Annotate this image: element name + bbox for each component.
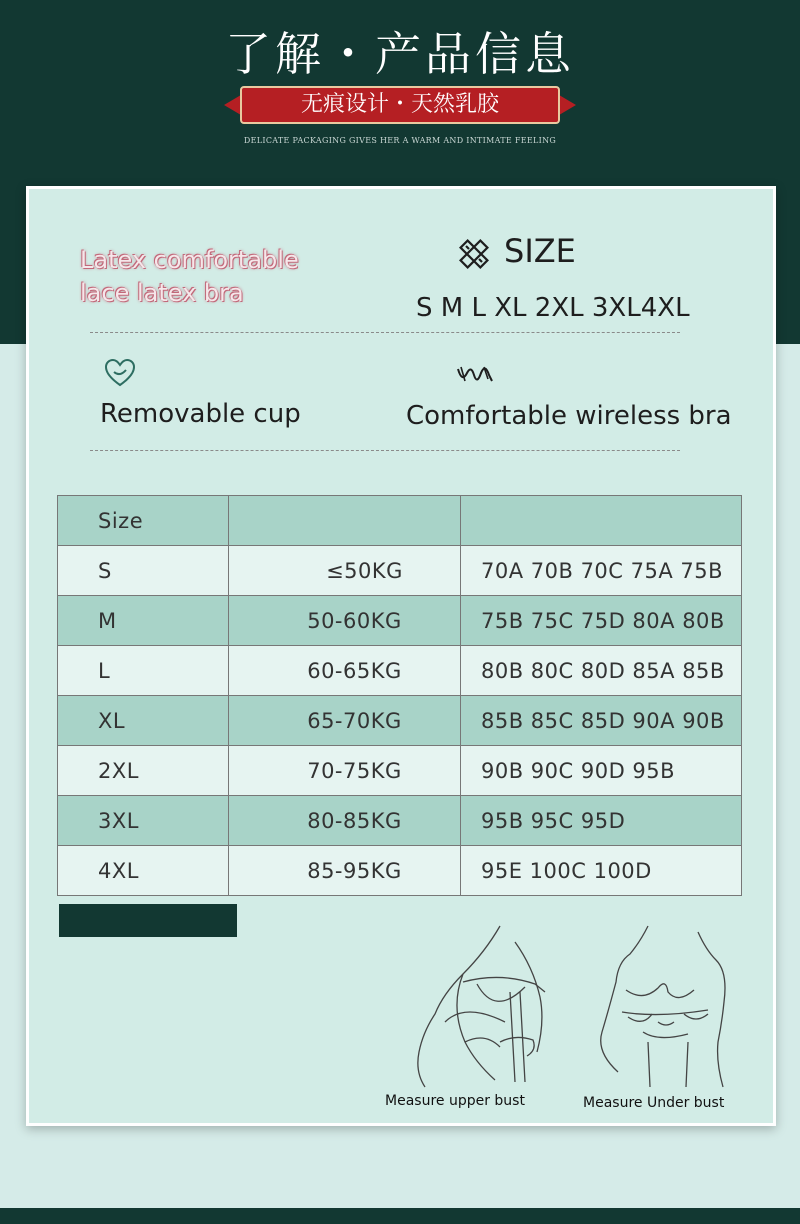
row-weight: ≤50KG <box>229 546 461 596</box>
size-heading: SIZE <box>504 232 576 270</box>
feature-wireless: Comfortable wireless bra <box>406 401 732 431</box>
under-bust-illustration <box>588 922 748 1092</box>
row-bra-sizes: 90B 90C 90D 95B <box>461 746 742 796</box>
row-bra-sizes: 95E 100C 100D <box>461 846 742 896</box>
ruler-pencil-icon <box>456 236 492 272</box>
row-size: L <box>58 646 229 696</box>
ribbon-text: 无痕设计・天然乳胶 <box>240 86 560 124</box>
wire-icon <box>456 363 494 387</box>
table-row <box>58 696 742 746</box>
row-weight: 65-70KG <box>229 696 461 746</box>
table-row <box>58 846 742 896</box>
row-weight: 70-75KG <box>229 746 461 796</box>
tagline: DELICATE PACKAGING GIVES HER A WARM AND INTIMATE FEELING <box>243 136 557 145</box>
feature-removable-cup: Removable cup <box>100 399 301 429</box>
row-weight: 60-65KG <box>229 646 461 696</box>
row-size: 3XL <box>58 796 229 846</box>
row-size: S <box>58 546 229 596</box>
row-size: 2XL <box>58 746 229 796</box>
table-header-size: Size <box>58 496 229 546</box>
row-bra-sizes: 75B 75C 75D 80A 80B <box>461 596 742 646</box>
footer-band <box>0 1208 800 1224</box>
table-row <box>58 546 742 596</box>
table-header-weight <box>229 496 461 546</box>
ribbon-banner <box>224 84 576 126</box>
table-row <box>58 796 742 846</box>
divider-1 <box>90 332 680 333</box>
table-header-bra <box>461 496 742 546</box>
upper-bust-illustration <box>405 922 570 1092</box>
product-title-line2: lace latex bra <box>80 279 244 307</box>
caption-under-bust: Measure Under bust <box>583 1095 725 1111</box>
row-bra-sizes: 70A 70B 70C 75A 75B <box>461 546 742 596</box>
row-weight: 80-85KG <box>229 796 461 846</box>
row-bra-sizes: 85B 85C 85D 90A 90B <box>461 696 742 746</box>
row-size: 4XL <box>58 846 229 896</box>
row-weight: 50-60KG <box>229 596 461 646</box>
product-title <box>80 244 299 310</box>
table-row <box>58 746 742 796</box>
dark-label-block <box>59 904 237 937</box>
row-weight: 85-95KG <box>229 846 461 896</box>
table-row <box>58 646 742 696</box>
table-header-row <box>58 496 742 546</box>
page-title: 了解・产品信息 <box>225 27 575 81</box>
caption-upper-bust: Measure upper bust <box>385 1093 525 1109</box>
size-table <box>57 495 742 896</box>
heart-icon <box>104 358 136 388</box>
product-title-line1: Latex comfortable <box>80 246 299 274</box>
size-list: S M L XL 2XL 3XL4XL <box>416 293 690 323</box>
row-size: XL <box>58 696 229 746</box>
table-row <box>58 596 742 646</box>
row-bra-sizes: 80B 80C 80D 85A 85B <box>461 646 742 696</box>
row-size: M <box>58 596 229 646</box>
divider-2 <box>90 450 680 451</box>
row-bra-sizes: 95B 95C 95D <box>461 796 742 846</box>
